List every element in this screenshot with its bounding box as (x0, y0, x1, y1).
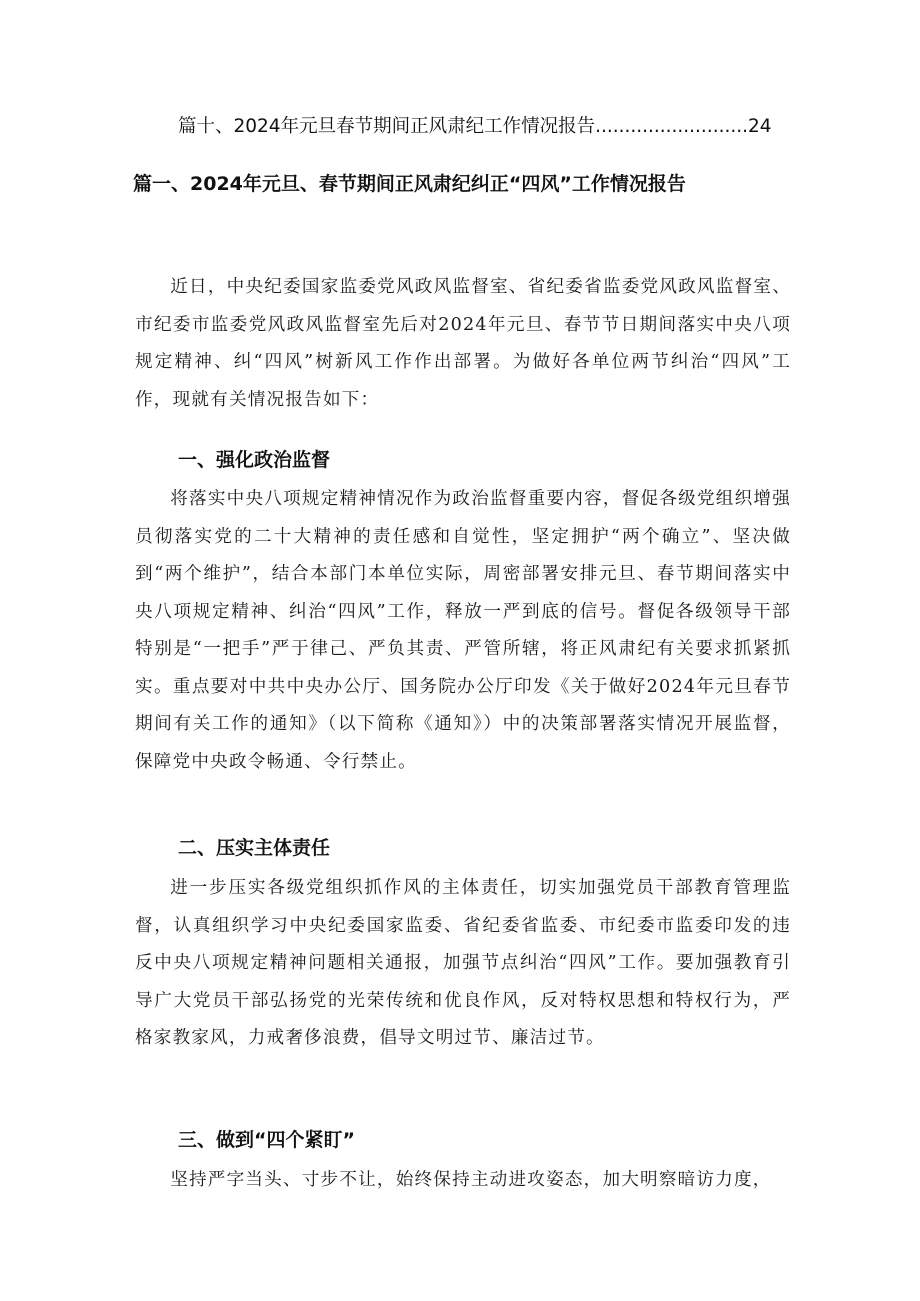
section-paragraph-2: 进一步压实各级党组织抓作风的主体责任，切实加强党员干部教育管理监督，认真组织学习中央纪委国家监委、省纪委省监委、市纪委市监委印发的违反中央八项规定精神问题相关通报，加强节点纠治“四风”工作。要加强教育引导广大党员干部弘扬党的光荣传统和优良作风，反对特权思想和特权行为，严格家教家风，力戒奢侈浪费，倡导文明过节、廉洁过节。 (135, 878, 791, 1048)
toc-entry[interactable]: 篇十、2024年元旦春节期间正风肃纪工作情况报告..........................24 (178, 116, 772, 137)
intro-paragraph: 近日，中央纪委国家监委党风政风监督室、省纪委省监委党风政风监督室、市纪委市监委党风政风监督室先后对2024年元旦、春节节日期间落实中央八项规定精神、纠“四风”树新风工作作出部署。为做好各单位两节纠治“四风”工作，现就有关情况报告如下： (135, 277, 791, 410)
section-heading-1: 一、强化政治监督 (178, 449, 331, 471)
section-paragraph-3: 坚持严字当头、寸步不让，始终保持主动进攻姿态，加大明察暗访力度， (170, 1170, 772, 1190)
document-title: 篇一、2024年元旦、春节期间正风肃纪纠正“四风”工作情况报告 (133, 173, 686, 195)
section-paragraph-1: 将落实中央八项规定精神情况作为政治监督重要内容，督促各级党组织增强员彻落实党的二十大精神的责任感和自觉性，坚定拥护“两个确立”、坚决做到“两个维护”，结合本部门本单位实际，周密部署安排元旦、春节期间落实中央八项规定精神、纠治“四风”工作，释放一严到底的信号。督促各级领导干部特别是“一把手”严于律己、严负其责、严管所辖，将正风肃纪有关要求抓紧抓实。重点要对中共中央办公厅、国务院办公厅印发《关于做好2024年元旦春节期间有关工作的通知》（以下简称《通知》）中的决策部署落实情况开展监督，保障党中央政令畅通、令行禁止。 (135, 489, 791, 772)
section-heading-3: 三、做到“四个紧盯” (178, 1129, 355, 1151)
section-heading-2: 二、压实主体责任 (178, 837, 331, 859)
